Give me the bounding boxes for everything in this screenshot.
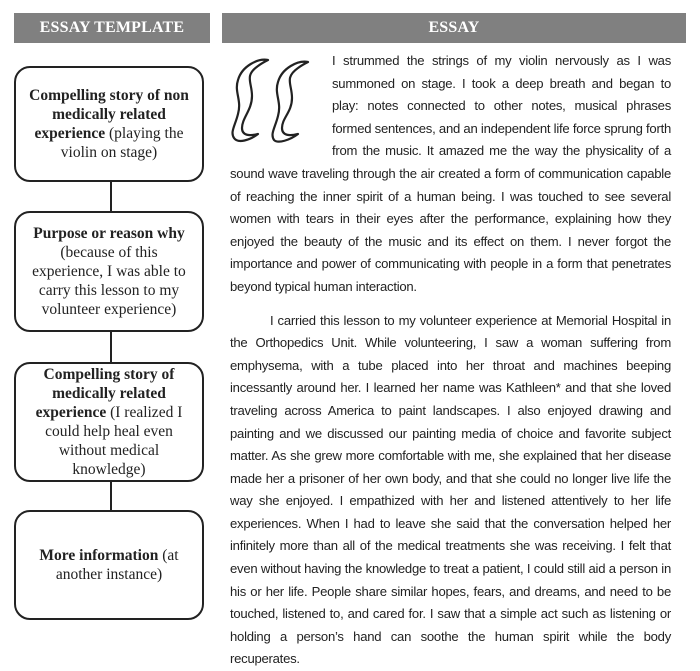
template-box-note: (because of this experience, I was able to carry this lesson to my volunteer experience) [32, 244, 186, 318]
template-box-story-non-medical [14, 66, 204, 182]
essay-paragraph: I strummed the strings of my violin nervously as I was summoned on stage. I took a deep breath and began to play: notes connected to other notes, musical phrases formed sentences, and an independent life force sprung forth from the music. It amazed me the way the physicality of a sound wave traveling through the air created a form of communication capable of reaching the inner spirit of a human being. I was touched to see several women with tears in their eyes after the performance, explaining how they enjoyed the beauty of the music and its effect on them. I never forgot the importance and power of communicating with people in a form that penetrates beyond typical human interaction. [230, 53, 671, 294]
template-box-title: More information [39, 547, 159, 564]
connector-line [110, 332, 112, 362]
connector-line [110, 482, 112, 510]
template-box-title: Compelling story of non medically related experience [29, 87, 189, 142]
connector-line [110, 182, 112, 211]
essay-paragraph: I carried this lesson to my volunteer experience at Memorial Hospital in the Orthopedics Unit. While volunteering, I saw a woman suffering from emphysema, with a tube placed into her throat and machines beeping incessantly around her. I learned her name was Kathleen* and that she loved traveling across America to paint landscapes. I also enjoyed drawing and painting and we discussed our painting media of choice and favorite subject matter. As she grew more comfortable with me, she explained that her disease made her a prisoner of her own body, and that she could no longer live life the way she enjoyed. I empathized with her and listened attentively to her life experiences. When I had to leave she said that the conversation helped her infinitely more than all of the medical treatments she was receiving. I felt that even without having the knowledge to treat a patient, I could still aid a person in his or her life. People share similar hopes, fears, and dreams, and need to be touched, listened to, and cared for. I saw that a simple act such as listening or holding a person’s hand can soothe the human spirit while the body recuperates. [230, 312, 671, 667]
template-box-note: (at another instance) [55, 547, 179, 583]
template-box-story-medical [14, 362, 204, 482]
essay-body [230, 50, 671, 671]
quote-mark-icon [228, 56, 326, 144]
template-box-more-info [14, 510, 204, 620]
template-box-title: Compelling story of medically related experience [35, 366, 175, 421]
template-box-note: (playing the violin on stage) [60, 125, 184, 161]
template-box-note: (I realized I could help heal even without medical knowledge) [45, 404, 183, 478]
template-box-purpose [14, 211, 204, 332]
essay-template-header: ESSAY TEMPLATE [14, 13, 210, 43]
essay-header: ESSAY [222, 13, 686, 43]
template-box-title: Purpose or reason why [33, 225, 185, 242]
